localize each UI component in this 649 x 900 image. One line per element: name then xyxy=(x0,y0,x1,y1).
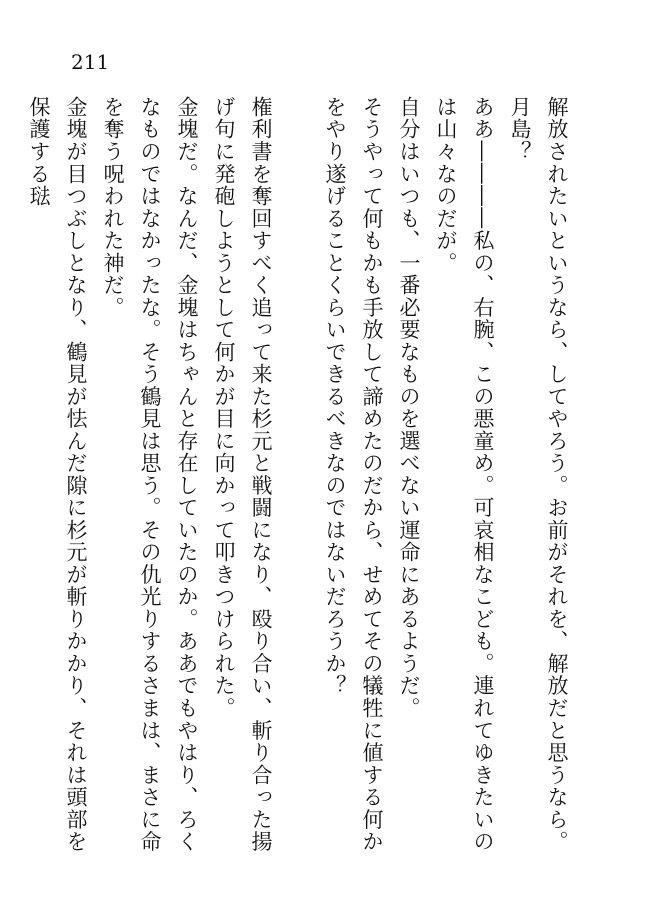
vertical-text-body xyxy=(27,96,575,856)
blank-line xyxy=(279,96,316,856)
paragraph: 月島？ xyxy=(508,96,532,163)
paragraph: そうやって何もかも手放して諦めたのだから、せめてその犠牲に値する何かをやり遂げることくらいできるべきなのではないだろうか？ xyxy=(323,96,384,853)
paragraph: 金塊が目つぶしとなり、鶴見が怯んだ隙に杉元が斬りかかり、それは頭部を保護する琺 xyxy=(27,96,88,853)
paragraph: 解放されたいというなら、してやろう。お前がそれを、解放だと思うなら。 xyxy=(545,96,569,853)
paragraph: ああ――――私の、右腕、この悪童め。可哀相なこども。連れてゆきたいのは山々なのだが。 xyxy=(434,96,495,853)
paragraph: 自分はいつも、一番必要なものを選べない運命にあるようだ。 xyxy=(397,96,421,720)
paragraph: 金塊だ。なんだ、金塊はちゃんと存在していたのか。ああでもやはり、ろくなものではなかったな。そう鶴見は思う。その仇光りするさまは、まさに命を奪う呪われた神だ。 xyxy=(101,96,199,853)
paragraph: 権利書を奪回すべく追って来た杉元と戦闘になり、殴り合い、斬り合った揚げ句に発砲しようとして何かが目に向かって叩きつけられた。 xyxy=(212,96,273,853)
page-number: 211 xyxy=(71,50,110,74)
